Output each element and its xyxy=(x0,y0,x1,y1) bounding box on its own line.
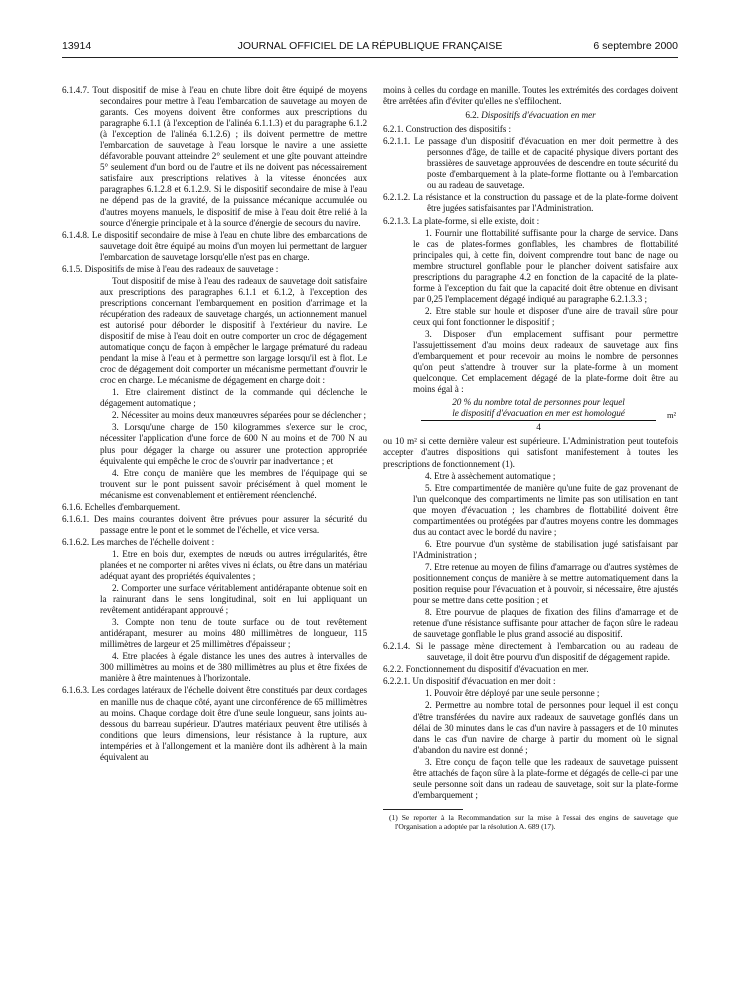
list-item: 3. Disposer d'un emplacement suffisant pour permettre l'assujettissement d'au moins deux radeaux de sauvetage aux fins d'embarquement et pour recevoir au moins le nombre de personnes qu'on peut s'attendre à trouver sur la plate-forme à un moment quelconque. Cet emplacement dégagé de la plate-forme doit être au moins égal à : xyxy=(413,328,678,395)
paragraph-6-1-4-7: 6.1.4.7. Tout dispositif de mise à l'eau en chute libre doit être équipé de moyens secondaires pour mettre à l'eau l'embarcation de sauvetage au moyen de garants. Ces moyens doivent être conformes aux prescriptions du paragraphe 6.1.1 (à l'exception de l'alinéa 6.1.1.3) et du paragraphe 6.1.2 (à l'exception de l'alinéa 6.1.2.6) ; ils doivent permettre de mettre l'embarcation de sauvetage à l'eau lorsque le navire a une assiette défavorable pouvant atteindre 2° seulement et une gîte pouvant atteindre 5° seulement d'un bord ou de l'autre et ils ne doivent pas nécessairement satisfaire aux prescriptions relatives à la vitesse énoncées aux paragraphes 6.1.2.8 et 6.1.2.9. Si le dispositif secondaire de mise à l'eau ne dépend pas de la gravité, de la puissance mécanique accumulée ou d'autres moyens manuels, le dispositif de mise à l'eau doit être relié à la source d'énergie principale et à la source d'énergie de secours du navire. xyxy=(62,85,367,228)
list-item: 2. Permettre au nombre total de personnes pour lequel il est conçu d'être transférées du navire aux radeaux de sauvetage gonflés dans un délai de 30 minutes dans le cas d'un navire à passagers et de 10 minutes dans le cas d'un navire de charge à partir du moment où le signal d'abandon du navire est donné ; xyxy=(413,700,678,755)
list-item: 3. Etre conçu de façon telle que les radeaux de sauvetage puissent être attachés de façon sûre à la plate-forme et dégagés de celle-ci par une seule personne soit dans un radeau de sauvetage, soit sur la plate-forme d'embarquement ; xyxy=(413,756,678,800)
section-6-2-title xyxy=(383,110,678,121)
list-item: 5. Etre compartimentée de manière qu'une fuite de gaz provenant de l'un quelconque des compartiments ne limite pas son utilisation en tant que moyen d'évacuation ; les chambres de flottabilité doivent être compartimentées ou protégées par d'autres moyens contre les dommages dus au contact avec le bordé du navire ; xyxy=(413,482,678,537)
list-item: 4. Etre conçu de manière que les membres de l'équipage qui se trouvent sur le pont puissent savoir précisément à quel moment le mécanisme est convenablement et entièrement réenclenché. xyxy=(100,467,367,500)
section-title-text: Dispositifs d'évacuation en mer xyxy=(481,110,596,121)
list-item: 1. Etre clairement distinct de la commande qui déclenche le dégagement automatique ; xyxy=(100,387,367,409)
publication-date: 6 septembre 2000 xyxy=(593,40,678,52)
formula-denominator: 4 xyxy=(536,422,541,433)
paragraph-continuation: moins à celles du cordage en manille. Toutes les extrémités des cordages doivent être arrêtées afin d'éviter qu'elles ne s'effilochent. xyxy=(383,85,678,107)
area-formula xyxy=(421,397,676,433)
footnote-rule xyxy=(383,809,463,810)
paragraph-6-1-6-2: 6.1.6.2. Les marches de l'échelle doivent : xyxy=(62,536,215,547)
list-item: 2. Nécessiter au moins deux manœuvres séparées pour se déclencher ; xyxy=(112,410,367,421)
footnote: (1) Se reporter à la Recommandation sur la mise à l'essai des engins de sauvetage que l'Organisation a adoptée par la résolution A. 689 (17). xyxy=(389,812,678,832)
formula-numerator xyxy=(421,397,656,421)
page-header xyxy=(62,40,678,54)
formula-continuation: ou 10 m² si cette dernière valeur est supérieure. L'Administration peut toutefois accepter d'autres dispositions qui satisfont manifestement à toutes les prescriptions de fonctionnement (1). xyxy=(383,436,678,469)
list-item: 1. Pouvoir être déployé par une seule personne ; xyxy=(425,688,600,699)
paragraph-6-1-6: 6.1.6. Echelles d'embarquement. xyxy=(62,501,180,512)
paragraph-6-1-6-3: 6.1.6.3. Les cordages latéraux de l'échelle doivent être constitués par deux cordages en manille nus de chaque côté, ayant une circonférence de 65 millimètres au moins. Chaque cordage doit être d'une seule longueur, sans joints au-dessous du barreau supérieur. D'autres matériaux peuvent être utilisés à conditions que leurs dimensions, leur résistance à la rupture, aux intempéries et à l'allongement et la manière dont ils adhèrent à la main équivalent au xyxy=(62,685,367,762)
paragraph-6-1-5-body: Tout dispositif de mise à l'eau des radeaux de sauvetage doit satisfaire aux prescriptions des paragraphes 6.1.1 et 6.1.2, à l'exception des prescriptions concernant l'embarquement en position d'arrimage et la récupération des radeaux de sauvetage chargés, un actionnement manuel est autorisé pour déborder le dispositif à l'extérieur du navire. Le dispositif de mise à l'eau doit en outre comporter un croc de dégagement automatique conçu de façon à empêcher le largage prématuré du radeau pendant la mise à l'eau et à permettre son largage lorsqu'il est à flot. Le croc de dégagement doit comporter un mécanisme permettant d'ouvrir le croc en charge. Le mécanisme de dégagement en charge doit : xyxy=(100,275,367,386)
left-column xyxy=(62,85,367,764)
paragraph-6-2-1-2: 6.2.1.2. La résistance et la construction du passage et de la plate-forme doivent être jugées satisfaisantes par l'Administration. xyxy=(383,192,678,214)
list-item: 7. Etre retenue au moyen de filins d'amarrage ou d'autres systèmes de positionnement conçus de manière à se mettre automatiquement dans la position requise pour l'évacuation et à pouvoir, si nécessaire, être ajustés pour se mettre dans cette position ; et xyxy=(413,561,678,606)
formula-numerator-line-2: le dispositif d'évacuation en mer est homologué xyxy=(452,408,625,419)
list-item: 3. Lorsqu'une charge de 150 kilogrammes s'exerce sur le croc, nécessiter l'application d'une force de 600 N au moins et de 700 N au plus pour dégager la charge ou assurer une protection appropriée équivalente qui empêche le croc de s'ouvrir par inadvertance ; et xyxy=(100,422,367,466)
section-number: 6.2. xyxy=(465,110,479,121)
list-item: 6. Etre pourvue d'un système de stabilisation jugé satisfaisant par l'Administration ; xyxy=(413,538,678,560)
list-item: 1. Fournir une flottabilité suffisante pour la charge de service. Dans le cas de plates-formes gonflables, les chambres de flottabilité principales qui, à cette fin, doivent comprendre tout banc de nage ou membre structurel gonflable pour le plancher doivent satisfaire aux prescriptions du paragraphe 4.2 en fonction de la capacité de la plate-forme à l'exception du fait que la capacité doit être obtenue en divisant par 0,25 l'emplacement dégagé indiqué au paragraphe 6.2.1.3.3 ; xyxy=(413,227,678,304)
right-column xyxy=(383,85,678,832)
paragraph-6-2-2: 6.2.2. Fonctionnement du dispositif d'évacuation en mer. xyxy=(383,664,589,675)
paragraph-6-2-1-1: 6.2.1.1. Le passage d'un dispositif d'évacuation en mer doit permettre à des personnes d'âge, de taille et de capacité physique divers portant des brassières de sauvetage approuvées de descendre en toute sécurité du poste d'embarquement à la plate-forme flottante ou à l'embarcation ou au radeau de sauvetage. xyxy=(383,136,678,191)
list-item: 2. Etre stable sur houle et disposer d'une aire de travail sûre pour ceux qui font fonctionner le dispositif ; xyxy=(413,305,678,327)
list-item: 4. Etre à assèchement automatique ; xyxy=(425,470,556,481)
paragraph-6-2-2-1: 6.2.2.1. Un dispositif d'évacuation en mer doit : xyxy=(383,676,556,687)
header-rule xyxy=(62,57,678,58)
formula-numerator-line-1: 20 % du nombre total de personnes pour lequel xyxy=(452,397,625,408)
page-number: 13914 xyxy=(62,40,92,52)
paragraph-6-1-4-8: 6.1.4.8. Le dispositif secondaire de mise à l'eau en chute libre des embarcations de sauvetage doit être équipé au moins d'un moyen lui permettant de larguer l'embarcation de sauvetage lorsqu'elle n'est pas en charge. xyxy=(62,229,367,262)
journal-title: JOURNAL OFFICIEL DE LA RÉPUBLIQUE FRANÇAISE xyxy=(237,40,503,52)
list-item: 3. Compte non tenu de toute surface ou de tout revêtement antidérapant, mesurer au moins 480 millimètres de longueur, 115 millimètres de largeur et 25 millimètres d'épaisseur ; xyxy=(100,617,367,650)
paragraph-6-2-1: 6.2.1. Construction des dispositifs : xyxy=(383,124,512,135)
list-item: 4. Etre placées à égale distance les unes des autres à intervalles de 300 millimètres au moins et de 380 millimètres au plus et être fixées de manière à être maintenues à l'horizontale. xyxy=(100,651,367,684)
list-item: 1. Etre en bois dur, exemptes de nœuds ou autres irrégularités, être planées et ne comporter ni arêtes vives ni éclats, ou être dans un matériau adéquat ayant des propriétés équivalentes ; xyxy=(100,548,367,582)
paragraph-6-2-1-3: 6.2.1.3. La plate-forme, si elle existe, doit : xyxy=(383,215,540,226)
list-item: 8. Etre pourvue de plaques de fixation des filins d'amarrage et de retenue d'une résistance suffisante pour attacher de façon sûre le radeau de sauvetage gonflable le plus grand associé au dispositif. xyxy=(413,607,678,640)
formula-unit: m² xyxy=(666,410,676,421)
paragraph-6-2-1-4: 6.2.1.4. Si le passage mène directement à l'embarcation ou au radeau de sauvetage, il doit être pourvu d'un dispositif de dégagement rapide. xyxy=(383,641,678,663)
paragraph-6-1-5-title: 6.1.5. Dispositifs de mise à l'eau des radeaux de sauvetage : xyxy=(62,263,279,274)
paragraph-6-1-6-1: 6.1.6.1. Des mains courantes doivent être prévues pour assurer la sécurité du passage entre le pont et le sommet de l'échelle, et vice versa. xyxy=(62,513,367,535)
list-item: 2. Comporter une surface véritablement antidérapante obtenue soit en la rainurant dans le sens longitudinal, soit en lui appliquant un revêtement antidérapant approuvé ; xyxy=(100,583,367,616)
